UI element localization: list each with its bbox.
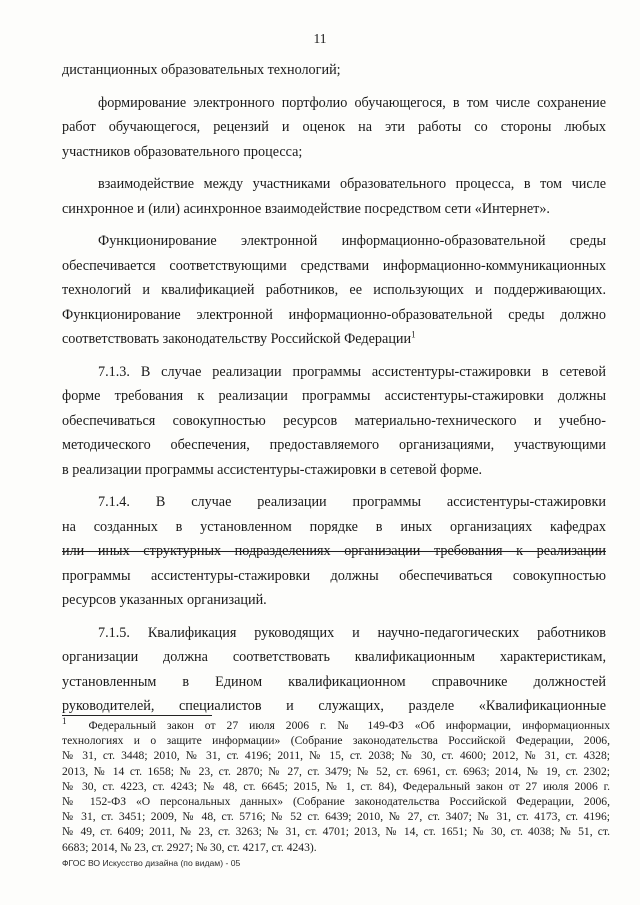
text-line bbox=[62, 327, 606, 352]
footnote bbox=[62, 718, 610, 855]
footnote-line: 2013, № 14 ст. 1658; № 23, ст. 2870; № 27, ст. 3479; № 52, ст. 6961, ст. 6963; 2014, № 19, ст. 2302; bbox=[62, 764, 610, 778]
text-line: взаимодействие между участниками образовательного процесса, в том числе bbox=[98, 176, 606, 192]
footnote-line: № 49, ст. 6409; 2011, № 23, ст. 3263; № 31, ст. 4701; 2013, № 14, ст. 1651; № 30, ст. 4038; № 51, ст. bbox=[62, 825, 610, 839]
text-line: методического обеспечения, предоставляемого организациями, участвующими bbox=[62, 437, 606, 453]
footnote-line: № 152-ФЗ «О персональных данных» (Собрание законодательства Российской Федерации, 2006, bbox=[62, 795, 610, 809]
footnote-line: 6683; 2014, № 23, ст. 2927; № 30, ст. 4217, ст. 4243). bbox=[62, 840, 317, 854]
text-line: организации должна соответствовать квалификационным характеристикам, bbox=[62, 649, 606, 665]
footnote-separator bbox=[62, 715, 212, 716]
text-line: ресурсов указанных организаций. bbox=[62, 592, 267, 608]
footnote-mark: 1 bbox=[62, 716, 67, 727]
paragraph bbox=[62, 360, 606, 483]
text-line: в реализации программы ассистентуры-стажировки в сетевой форме. bbox=[62, 461, 483, 478]
text-line: технологий и квалификацией работников, ее использующих и поддерживающих. bbox=[62, 282, 606, 298]
paragraph bbox=[62, 490, 606, 613]
paragraph bbox=[62, 91, 606, 165]
text-line-content: соответствовать законодательству Российской Федерации bbox=[62, 331, 412, 347]
document-code: ФГОС ВО Искусство дизайна (по видам) - 05 bbox=[62, 858, 241, 868]
body-text bbox=[62, 58, 606, 719]
footnote-line-content: Федеральный закон от 27 июля 2006 г. № 149-ФЗ «Об информации, информационных bbox=[88, 719, 611, 732]
text-line: обеспечиваться совокупностью ресурсов материально-технического и учебно- bbox=[62, 412, 606, 429]
paragraph bbox=[62, 621, 606, 719]
text-line: установленным в Едином квалификационном справочнике должностей bbox=[62, 673, 606, 690]
text-line: 7.1.4. В случае реализации программы ассистентуры-стажировки bbox=[98, 494, 606, 510]
paragraph bbox=[62, 229, 606, 352]
text-line: 7.1.3. В случае реализации программы ассистентуры-стажировки в сетевой bbox=[98, 363, 606, 380]
text-line: программы ассистентуры-стажировки должны обеспечиваться совокупностью bbox=[62, 567, 606, 584]
text-line: форме требования к реализации программы ассистентуры-стажировки должны bbox=[62, 388, 606, 404]
text-line: Функционирование электронной информационно-образовательной среды должно bbox=[62, 306, 606, 323]
text-line: синхронное и (или) асинхронное взаимодействие посредством сети «Интернет». bbox=[62, 200, 550, 217]
footnote-line: № 30, ст. 4223, ст. 4243; № 48, ст. 6645; 2015, № 1, ст. 84), Федеральный закон от 27 июля 2006 г. bbox=[62, 779, 610, 793]
text-line: дистанционных образовательных технологий; bbox=[62, 62, 341, 78]
text-line: на созданных в установленном порядке в иных организациях кафедрах bbox=[62, 518, 606, 535]
text-line: формирование электронного портфолио обучающегося, в том числе сохранение bbox=[98, 94, 606, 111]
text-line: руководителей, специалистов и служащих, разделе «Квалификационные bbox=[62, 698, 606, 714]
text-line: обеспечивается соответствующими средствами информационно-коммуникационных bbox=[62, 257, 606, 274]
footnote-line: № 31, ст. 3448; 2010, № 31, ст. 4196; 2011, № 15, ст. 2038; № 30, ст. 4600; 2012, № 31, ст. 4328; bbox=[62, 749, 610, 763]
text-line: работ обучающегося, рецензий и оценок на эти работы со стороны любых bbox=[62, 119, 606, 135]
footnote-line: технологиях и о защите информации» (Собрание законодательства Российской Федерации, 2006, bbox=[62, 734, 610, 748]
text-line: 7.1.5. Квалификация руководящих и научно-педагогических работников bbox=[98, 624, 606, 641]
text-line: участников образовательного процесса; bbox=[62, 143, 303, 160]
paragraph bbox=[62, 58, 606, 83]
page-number: 11 bbox=[313, 31, 327, 46]
text-line: Функционирование электронной информационно-образовательной среды bbox=[98, 233, 606, 249]
footnote-line bbox=[62, 718, 610, 733]
footnote-reference: 1 bbox=[411, 329, 416, 340]
paragraph bbox=[62, 172, 606, 221]
footnote-line: № 31, ст. 3451; 2009, № 48, ст. 5716; № 52 ст. 6439; 2010, № 27, ст. 3407; № 31, ст. 4173, ст. 4196; bbox=[62, 810, 610, 824]
struck-text-line: или иных структурных подразделениях организации требования к реализации bbox=[62, 543, 606, 559]
